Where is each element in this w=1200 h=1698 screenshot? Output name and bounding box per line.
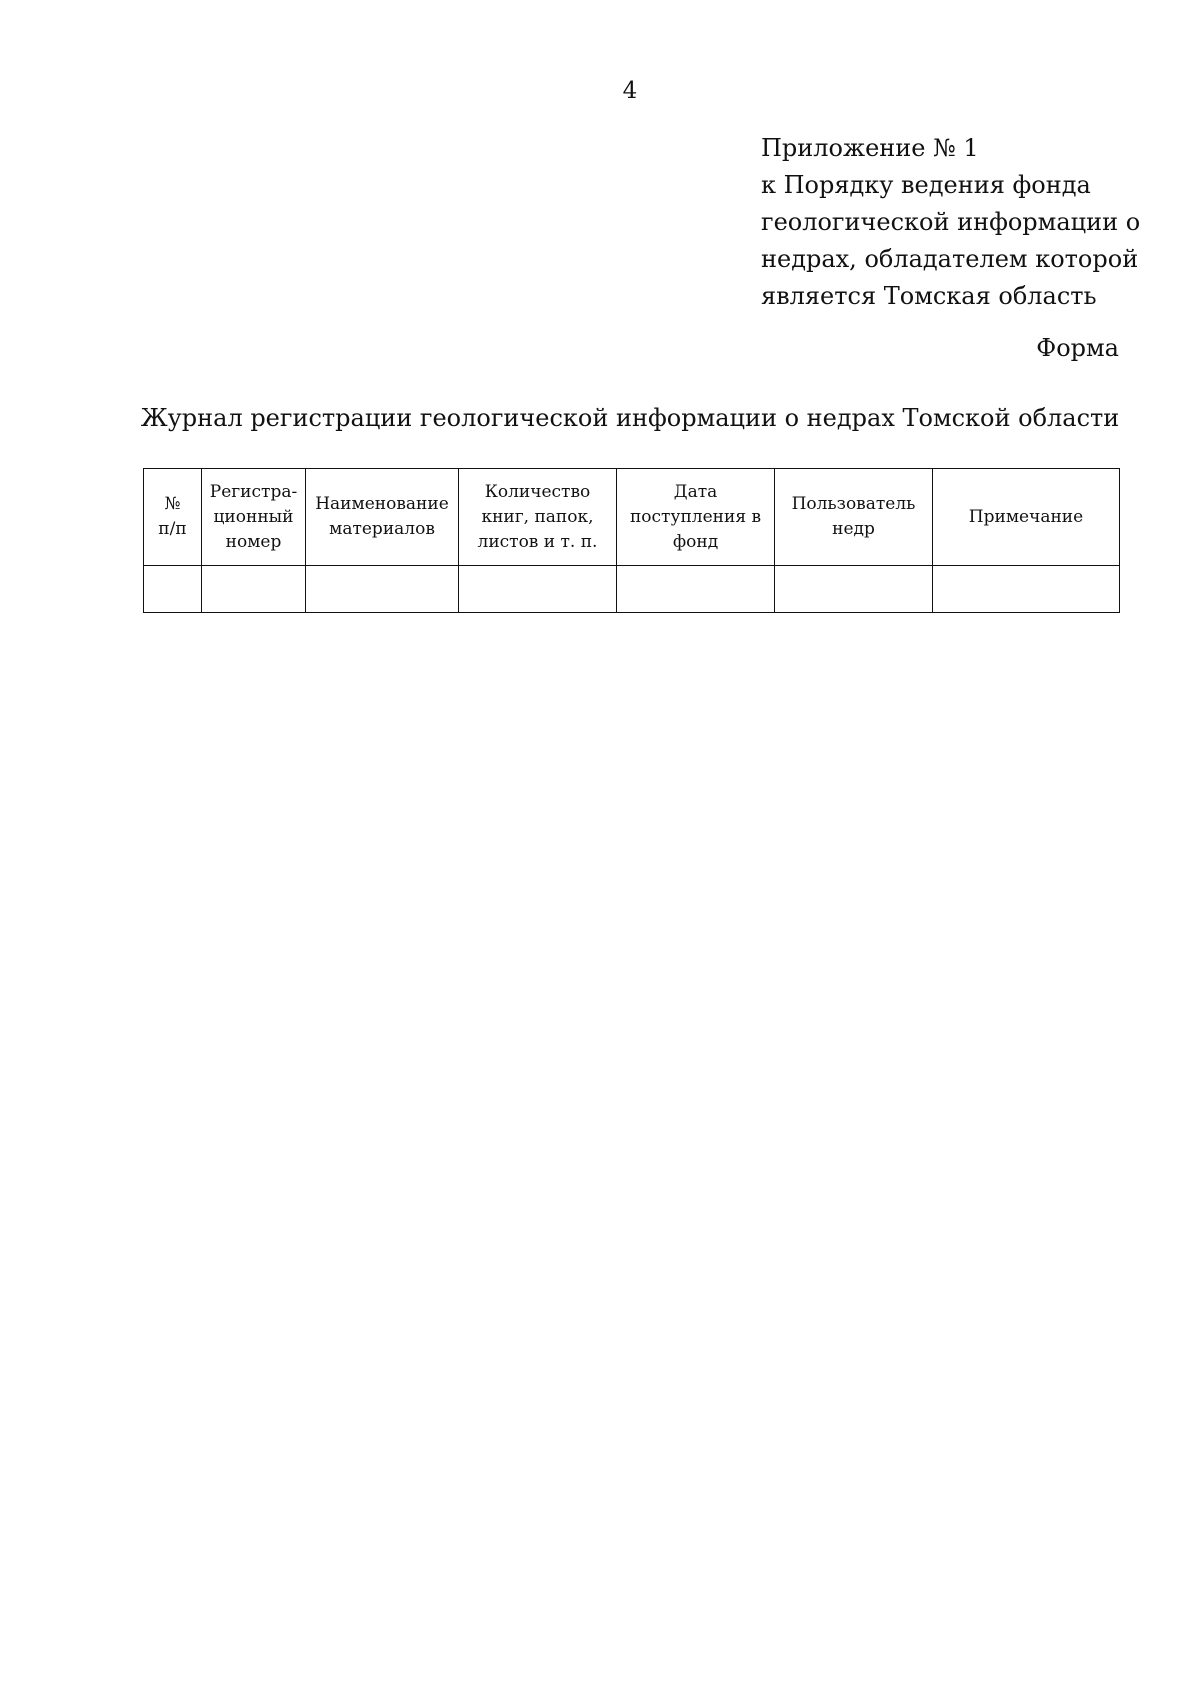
table-cell [459, 566, 617, 613]
table-cell [144, 566, 202, 613]
appendix-line: недрах, обладателем которой [761, 245, 1139, 273]
header-text: фонд [672, 531, 719, 552]
table-cell [202, 566, 306, 613]
header-text: поступления в [629, 506, 762, 527]
table-cell [775, 566, 933, 613]
header-text: книг, папок, [481, 506, 594, 527]
appendix-line: к Порядку ведения фонда [761, 171, 1091, 199]
header-cell-registration-number [202, 469, 306, 566]
appendix-reference [761, 130, 1161, 315]
table-cell [617, 566, 775, 613]
journal-title: Журнал регистрации геологической информации о недрах Томской области [140, 404, 1120, 432]
appendix-line: является Томская область [761, 282, 1097, 310]
table-cell [306, 566, 459, 613]
header-cell-material-name [306, 469, 459, 566]
header-cell-note [933, 469, 1120, 566]
header-text: Пользователь [791, 494, 916, 514]
header-text: Дата [673, 481, 718, 502]
header-text: № [164, 494, 181, 514]
header-text: п/п [158, 519, 187, 539]
table-header-row [144, 469, 1120, 566]
header-cell-receipt-date [617, 469, 775, 566]
header-text: листов и т. п. [477, 531, 598, 552]
table-row [144, 566, 1120, 613]
header-text: Количество [484, 481, 591, 502]
header-text: Наименование [315, 494, 449, 514]
header-cell-number [144, 469, 202, 566]
header-cell-subsoil-user [775, 469, 933, 566]
appendix-line: геологической информации о [761, 208, 1141, 236]
header-text: ционный [213, 506, 294, 527]
appendix-line: Приложение № 1 [761, 134, 979, 162]
form-label: Форма [1036, 334, 1119, 362]
header-text: недр [832, 519, 875, 539]
registration-journal-table [143, 468, 1120, 613]
table-cell [933, 566, 1120, 613]
header-text: номер [225, 531, 282, 552]
page-number: 4 [622, 78, 638, 104]
header-cell-quantity [459, 469, 617, 566]
header-text: Регистра- [209, 481, 298, 502]
header-text: материалов [329, 519, 435, 539]
header-text: Примечание [968, 506, 1084, 527]
